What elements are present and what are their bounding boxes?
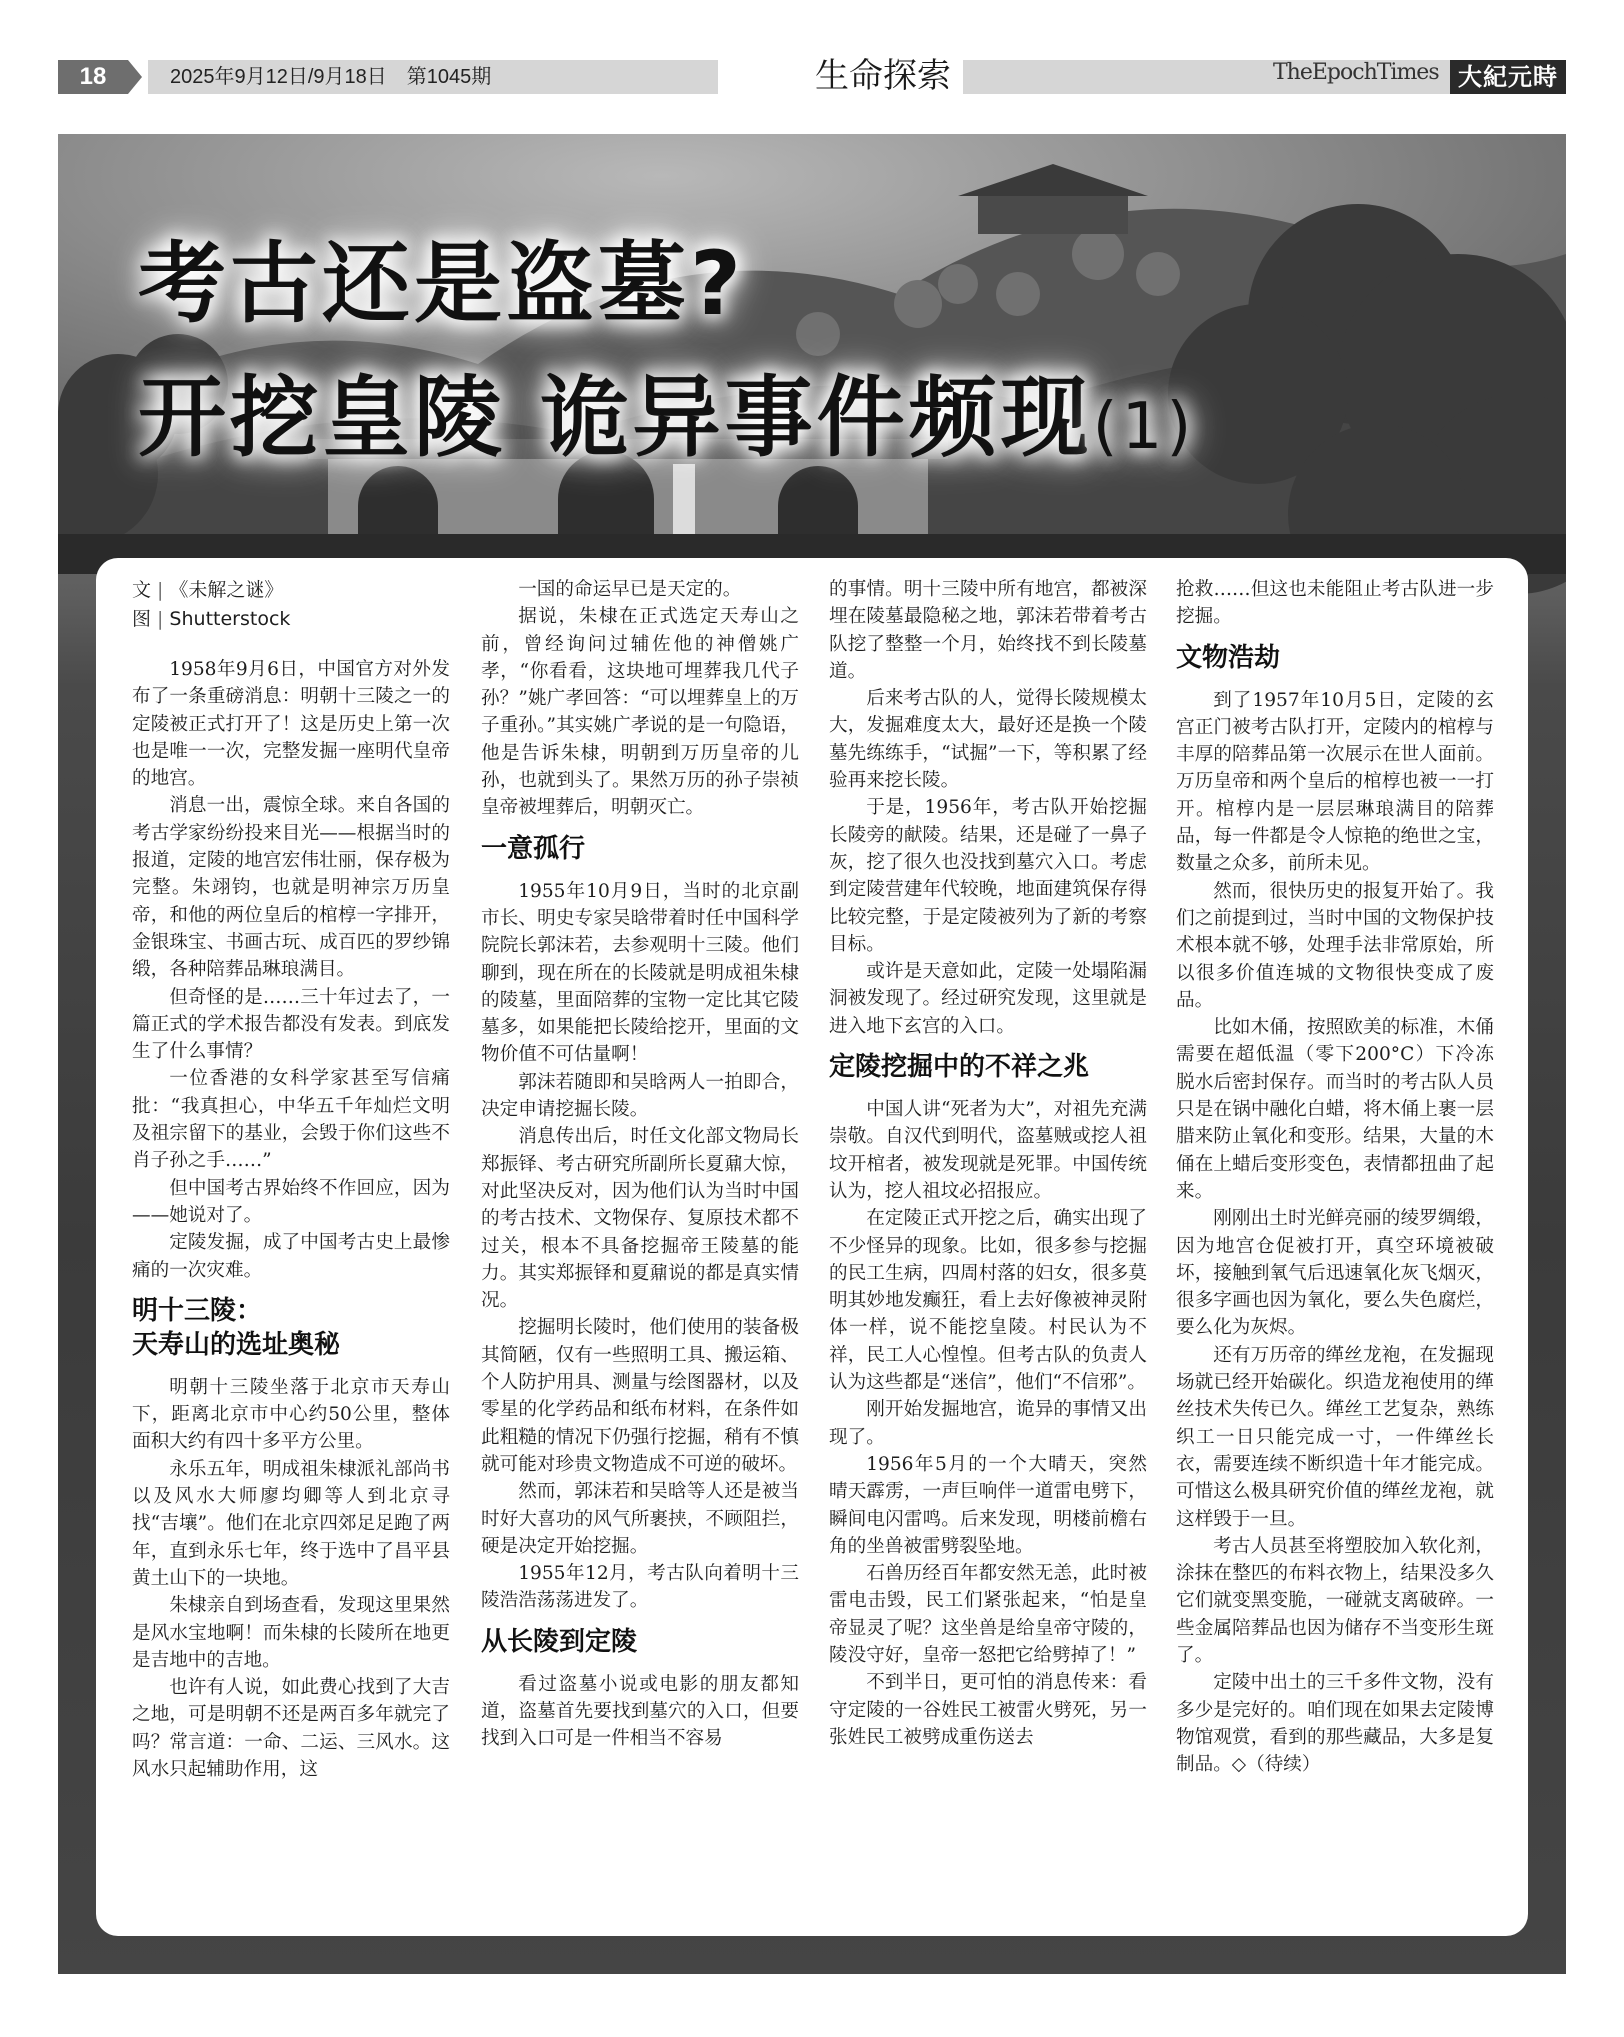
subheading: 明十三陵： 天寿山的选址奥秘 (132, 1295, 341, 1360)
subheading: 文物浩劫 (1176, 642, 1281, 673)
subheading: 从长陵到定陵 (481, 1626, 638, 1657)
paragraph: 于是，1956年，考古队开始挖掘长陵旁的献陵。结果，还是碰了一鼻子灰，挖了很久也没找到墓穴入口。考虑到定陵营建年代较晚，地面建筑保存得比较完整，于是定陵被列为了新的考察目标。 (829, 797, 1147, 955)
column-2 (481, 576, 799, 1753)
column-3 (829, 576, 1147, 1751)
paragraph: 看过盗墓小说或电影的朋友都知道，盗墓首先要找到墓穴的入口，但要找到入口可是一件相当不容易 (481, 1673, 799, 1750)
author-credit: 文 | 《未解之谜》 (132, 579, 284, 601)
paragraph: 定陵发掘，成了中国考古史上最惨痛的一次灾难。 (132, 1232, 450, 1281)
paper-name-en: TheEpochTimes (1273, 60, 1439, 85)
image-credit: 图 | Shutterstock (132, 608, 291, 630)
paragraph: 一位香港的女科学家甚至写信痛批：“我真担心，中华五千年灿烂文明及祖宗留下的基业，会毁于你们这些不肖子孙之手……” (132, 1068, 450, 1172)
paragraph: 然而，郭沫若和吴晗等人还是被当时好大喜功的风气所裹挟，不顾阻拦，硬是决定开始挖掘。 (481, 1481, 799, 1557)
headline-line-2 (138, 348, 1195, 474)
section-title: 生命探索 (815, 56, 951, 96)
paragraph: 抢救……但这也未能阻止考古队进一步挖掘。 (1176, 579, 1494, 628)
paragraph: 石兽历经百年都安然无恙，此时被雷电击毁，民工们紧张起来，“怕是皇帝显灵了呢？这坐兽是给皇帝守陵的，陵没守好，皇帝一怒把它给劈掉了！” (829, 1563, 1147, 1666)
page-number-arrow (128, 60, 142, 94)
paragraph: 但中国考古界始终不作回应，因为——她说对了。 (132, 1177, 450, 1226)
header-bar (58, 56, 1566, 125)
paragraph: 消息传出后，时任文化部文物局长郑振铎、考古研究所副所长夏鼐大惊，对此坚决反对，因为他们认为当时中国的考古技术、文物保存、复原技术都不过关，根本不具备挖掘帝王陵墓的能力。其实郑振铎和夏鼐说的都是真实情况。 (481, 1126, 799, 1312)
paragraph: 但奇怪的是……三十年过去了，一篇正式的学术报告都没有发表。到底发生了什么事情？ (132, 986, 450, 1063)
paper-logo: 大紀元時報 (1450, 60, 1566, 94)
paragraph: 也许有人说，如此费心找到了大吉之地，可是明朝不还是两百多年就完了吗？常言道：一命、二运、三风水。这风水只起辅助作用，这 (132, 1677, 450, 1780)
paragraph: 挖掘明长陵时，他们使用的装备极其简陋，仅有一些照明工具、搬运箱、个人防护用具、测量与绘图器材，以及零星的化学药品和纸布材料，在条件如此粗糙的情况下仍强行挖掘，稍有不慎就可能对珍贵文物造成不可逆的破坏。 (481, 1317, 799, 1475)
column-1 (132, 576, 450, 1783)
paragraph: 刚开始发掘地宫，诡异的事情又出现了。 (829, 1399, 1147, 1448)
paragraph: 到了1957年10月5日，定陵的玄宫正门被考古队打开，定陵内的棺椁与丰厚的陪葬品第一次展示在世人面前。万历皇帝和两个皇后的棺椁也被一一打开。棺椁内是一层层琳琅满目的陪葬品，每一件都是令人惊艳的绝世之宝，数量之众多，前所未见。 (1176, 689, 1494, 875)
issue-date: 2025年9月12日/9月18日 第1045期 (148, 60, 718, 94)
paragraph: 后来考古队的人，觉得长陵规模太大，发掘难度太大，最好还是换一个陵墓先练练手，“试掘”一下，等积累了经验再来挖长陵。 (829, 688, 1147, 792)
paragraph: 消息一出，震惊全球。来自各国的考古学家纷纷投来目光——根据当时的报道，定陵的地宫宏伟壮丽，保存极为完整。朱翊钧，也就是明神宗万历皇帝，和他的两位皇后的棺椁一字排开，金银珠宝、书画古玩、成百匹的罗纱锦缎，各种陪葬品琳琅满目。 (132, 795, 450, 981)
column-4 (1176, 576, 1494, 1778)
paragraph: 据说，朱棣在正式选定天寿山之前，曾经询问过辅佐他的神僧姚广孝，“你看看，这块地可埋葬我几代子孙？”姚广孝回答：“可以埋葬皇上的万子重孙。”其实姚广孝说的是一句隐语，他是告诉朱棣，明朝到万历皇帝的儿孙，也就到头了。果然万历的孙子崇祯皇帝被埋葬后，明朝灭亡。 (481, 606, 799, 819)
article-body (96, 558, 1528, 1936)
paragraph: 或许是天意如此，定陵一处塌陷漏洞被发现了。经过研究发现，这里就是进入地下玄宫的入口。 (829, 961, 1147, 1037)
paragraph: 明朝十三陵坐落于北京市天寿山下，距离北京市中心约50公里，整体面积大约有四十多平方公里。 (132, 1376, 450, 1453)
paragraph: 比如木俑，按照欧美的标准，木俑需要在超低温（零下200°C）下冷冻脱水后密封保存。而当时的考古队人员只是在锅中融化白蜡，将木俑上裹一层腊来防止氧化和变形。结果，大量的木俑在上蜡后变形变色，表情都扭曲了起来。 (1176, 1017, 1494, 1202)
paragraph: 刚刚出土时光鲜亮丽的绫罗绸缎，因为地宫仓促被打开，真空环境被破坏，接触到氧气后迅速氧化灰飞烟灭，很多字画也因为氧化，要么失色腐烂，要么化为灰烬。 (1176, 1208, 1494, 1339)
paragraph: 1955年12月，考古队向着明十三陵浩浩荡荡进发了。 (481, 1563, 799, 1612)
subheading: 定陵挖掘中的不祥之兆 (829, 1052, 1090, 1083)
paragraph: 还有万历帝的缂丝龙袍，在发掘现场就已经开始碳化。织造龙袍使用的缂丝技术失传已久。缂丝工艺复杂，熟练织工一日只能完成一寸，一件缂丝长衣，需要连续不断织造十年才能完成。可惜这么极具研究价值的缂丝龙袍，就这样毁于一旦。 (1176, 1344, 1494, 1530)
paragraph: 1958年9月6日，中国官方对外发布了一条重磅消息：明朝十三陵之一的定陵被正式打开了！这是历史上第一次也是唯一一次，完整发掘一座明代皇帝的地宫。 (132, 659, 450, 790)
paragraph: 1956年5月的一个大晴天，突然晴天霹雳，一声巨响伴一道雷电劈下，瞬间电闪雷鸣。后来发现，明楼前檐右角的坐兽被雷劈裂坠地。 (829, 1453, 1147, 1557)
headline-main: 开挖皇陵 诡异事件频现 (138, 366, 1093, 469)
byline (132, 576, 450, 634)
paragraph: 中国人讲“死者为大”，对祖先充满崇敬。自汉代到明代，盗墓贼或挖人祖坟开棺者，被发现就是死罪。中国传统认为，挖人祖坟必招报应。 (829, 1099, 1147, 1202)
paragraph: 一国的命运早已是天定的。 (518, 579, 742, 600)
paragraph: 永乐五年，明成祖朱棣派礼部尚书以及风水大师廖均卿等人到北京寻找“吉壤”。他们在北京四郊足足跑了两年，直到永乐七年，终于选中了昌平县黄土山下的一块地。 (132, 1458, 450, 1589)
paragraph: 郭沫若随即和吴晗两人一拍即合，决定申请挖掘长陵。 (481, 1071, 799, 1121)
paragraph: 然而，很快历史的报复开始了。我们之前提到过，当时中国的文物保护技术根本就不够，处理手法非常原始，所以很多价值连城的文物很快变成了废品。 (1176, 880, 1494, 1011)
paragraph: 1955年10月9日，当时的北京副市长、明史专家吴晗带着时任中国科学院院长郭沫若，去参观明十三陵。他们聊到，现在所在的长陵就是明成祖朱棣的陵墓，里面陪葬的宝物一定比其它陵墓多，如果能把长陵给挖开，里面的文物价值不可估量啊！ (481, 880, 799, 1066)
headline-line-1: 考古还是盗墓? (138, 232, 746, 335)
paragraph: 不到半日，更可怕的消息传来：看守定陵的一谷姓民工被雷火劈死，另一张姓民工被劈成重伤送去 (829, 1672, 1147, 1748)
paragraph: 的事情。明十三陵中所有地宫，都被深埋在陵墓最隐秘之地，郭沫若带着考古队挖了整整一个月，始终找不到长陵墓道。 (829, 579, 1147, 682)
subheading: 一意孤行 (481, 833, 586, 864)
page-number: 18 (58, 60, 128, 94)
paragraph: 考古人员甚至将塑胶加入软化剂，涂抹在整匹的布料衣物上，结果没多久它们就变黑变脆，一碰就支离破碎。一些金属陪葬品也因为储存不当变形生斑了。 (1176, 1535, 1494, 1666)
paragraph: 在定陵正式开挖之后，确实出现了不少怪异的现象。比如，很多参与挖掘的民工生病，四周村落的妇女，很多莫明其妙地发癫狂，看上去好像被神灵附体一样，说不能挖皇陵。村民认为不祥，民工人心惶惶。但考古队的负责人认为这些都是“迷信”，他们“不信邪”。 (829, 1208, 1147, 1394)
paragraph: 定陵中出土的三千多件文物，没有多少是完好的。咱们现在如果去定陵博物馆观赏，看到的那些藏品，大多是复制品。◇（待续） (1176, 1672, 1494, 1776)
headline-part-number: (1) (1092, 390, 1196, 464)
paragraph: 朱棣亲自到场查看，发现这里果然是风水宝地啊！而朱棣的长陵所在地更是吉地中的吉地。 (132, 1595, 450, 1671)
